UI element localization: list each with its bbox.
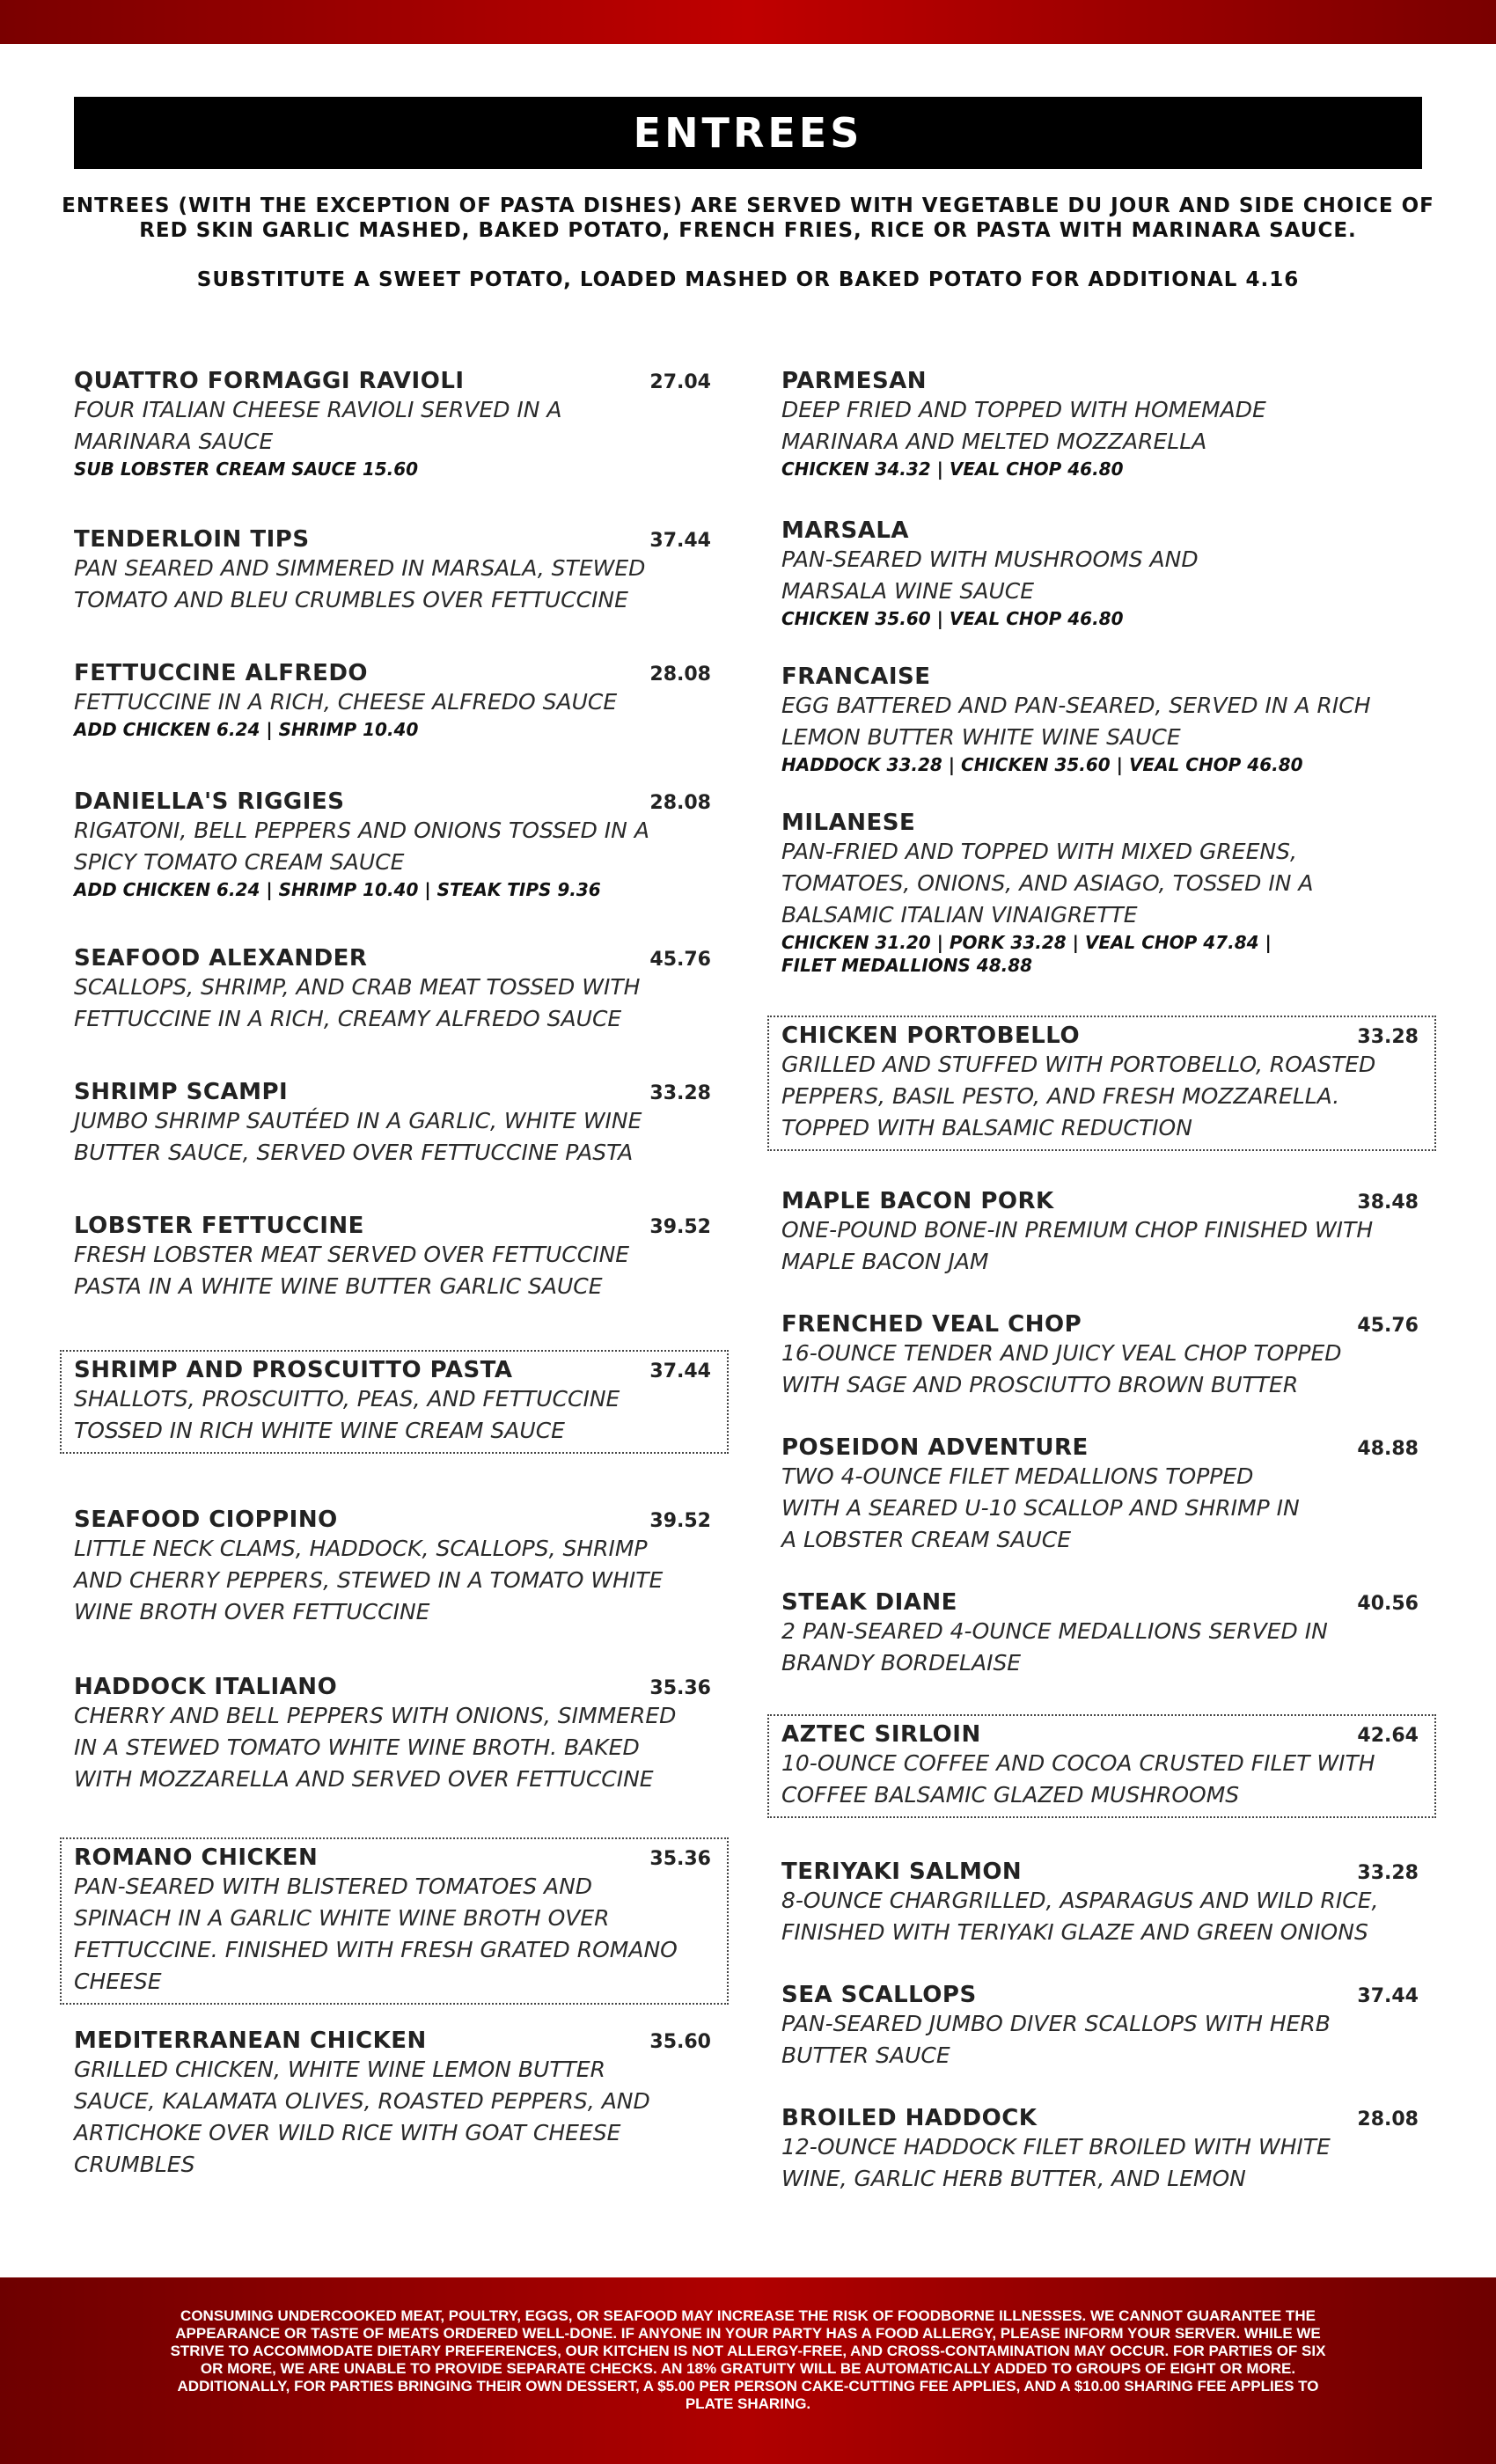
item-description: PAN SEARED AND SIMMERED IN MARSALA, STEWED TOMATO AND BLEU CRUMBLES OVER FETTUCCINE [74,555,646,612]
item-addon: ADD CHICKEN 6.24 | SHRIMP 10.40 | STEAK TIPS 9.36 [74,879,601,900]
menu-item [74,2028,715,2181]
item-addon: ADD CHICKEN 6.24 | SHRIMP 10.40 [74,719,419,740]
item-name: SHRIMP AND PROSCUITTO PASTA [74,1357,513,1383]
item-name: AZTEC SIRLOIN [781,1721,981,1748]
item-name: HADDOCK ITALIANO [74,1674,338,1700]
item-name: FRENCHED VEAL CHOP [781,1311,1082,1338]
item-name: ROMANO CHICKEN [74,1844,319,1871]
item-description: RIGATONI, BELL PEPPERS AND ONIONS TOSSED IN A SPICY TOMATO CREAM SAUCE [74,818,649,875]
item-price: 37.44 [649,530,711,552]
item-description: GRILLED CHICKEN, WHITE WINE LEMON BUTTER SAUCE, KALAMATA OLIVES, ROASTED PEPPERS, AND ARTICHOKE OVER WILD RICE WITH GOAT CHEESE CRUMBLES [74,2057,650,2177]
item-name: MARSALA [781,517,910,544]
item-description: 2 PAN-SEARED 4-OUNCE MEDALLIONS SERVED IN BRANDY BORDELAISE [781,1618,1328,1676]
item-name: FETTUCCINE ALFREDO [74,660,369,686]
item-name: FRANCAISE [781,664,931,690]
item-name: MILANESE [781,810,916,836]
item-name: STEAK DIANE [781,1589,957,1616]
item-name: BROILED HADDOCK [781,2105,1038,2131]
item-price: 33.28 [649,1082,711,1104]
item-name: SEA SCALLOPS [781,1982,977,2008]
substitution-note: SUBSTITUTE A SWEET POTATO, LOADED MASHED OR BAKED POTATO FOR ADDITIONAL 4.16 [196,268,1300,291]
item-price: 28.08 [649,792,711,814]
item-description: DEEP FRIED AND TOPPED WITH HOMEMADE MARINARA AND MELTED MOZZARELLA [781,397,1266,454]
item-name: MEDITERRANEAN CHICKEN [74,2028,427,2054]
menu-item [781,1434,1422,1556]
item-name: SEAFOOD CIOPPINO [74,1507,338,1533]
item-description: 12-OUNCE HADDOCK FILET BROILED WITH WHITE WINE, GARLIC HERB BUTTER, AND LEMON [781,2134,1331,2191]
menu-item [74,1079,715,1169]
item-addon: CHICKEN 35.60 | VEAL CHOP 46.80 [781,608,1124,629]
featured-menu-item [767,1714,1436,1818]
menu-item [74,660,715,741]
menu-item [74,788,715,901]
intro-text: ENTREES (WITH THE EXCEPTION OF PASTA DISHES) ARE SERVED WITH VEGETABLE DU JOUR AND SIDE CHOICE OF RED SKIN GARLIC MASHED, BAKED POTATO, FRENCH FRIES, RICE OR PASTA WITH MARINARA SAUCE. [62,194,1434,242]
item-price: 42.64 [1357,1725,1419,1747]
item-price: 28.08 [649,664,711,686]
item-name: CHICKEN PORTOBELLO [781,1023,1081,1049]
item-name: POSEIDON ADVENTURE [781,1434,1089,1461]
item-name: QUATTRO FORMAGGI RAVIOLI [74,368,465,394]
menu-item [781,810,1422,977]
item-addon: SUB LOBSTER CREAM SAUCE 15.60 [74,458,419,480]
menu-item [781,1982,1422,2072]
item-price: 39.52 [649,1216,711,1238]
featured-menu-item [60,1350,729,1454]
menu-item [74,1674,715,1795]
item-description: CHERRY AND BELL PEPPERS WITH ONIONS, SIMMERED IN A STEWED TOMATO WHITE WINE BROTH. BAKED WITH MOZZARELLA AND SERVED OVER FETTUCCINE [74,1703,677,1792]
item-description: PAN-FRIED AND TOPPED WITH MIXED GREENS, TOMATOES, ONIONS, AND ASIAGO, TOSSED IN A BALSAMIC ITALIAN VINAIGRETTE [781,839,1314,928]
item-name: TERIYAKI SALMON [781,1859,1023,1885]
item-description: FOUR ITALIAN CHEESE RAVIOLI SERVED IN A MARINARA SAUCE [74,397,562,454]
item-price: 35.36 [649,1677,711,1699]
item-description: GRILLED AND STUFFED WITH PORTOBELLO, ROASTED PEPPERS, BASIL PESTO, AND FRESH MOZZARELLA. TOPPED WITH BALSAMIC REDUCTION [781,1052,1376,1140]
item-description: FETTUCCINE IN A RICH, CHEESE ALFREDO SAUCE [74,689,618,715]
menu-item [781,1859,1422,1948]
item-description: JUMBO SHRIMP SAUTÉED IN A GARLIC, WHITE WINE BUTTER SAUCE, SERVED OVER FETTUCCINE PASTA [74,1108,642,1165]
menu-item [781,517,1422,630]
menu-item [74,945,715,1035]
item-price: 33.28 [1357,1862,1419,1884]
item-description: PAN-SEARED JUMBO DIVER SCALLOPS WITH HERB BUTTER SAUCE [781,2011,1331,2068]
menu-item [781,1188,1422,1278]
item-name: DANIELLA'S RIGGIES [74,788,345,815]
item-price: 39.52 [649,1510,711,1532]
item-name: MAPLE BACON PORK [781,1188,1054,1214]
item-addon: HADDOCK 33.28 | CHICKEN 35.60 | VEAL CHOP 46.80 [781,754,1303,775]
item-price: 28.08 [1357,2108,1419,2130]
item-name: SHRIMP SCAMPI [74,1079,289,1105]
item-price: 48.88 [1357,1438,1419,1460]
page-title: ENTREES [74,97,1422,169]
menu-item [74,368,715,480]
item-description: TWO 4-OUNCE FILET MEDALLIONS TOPPED WITH A SEARED U-10 SCALLOP AND SHRIMP IN A LOBSTER CREAM SAUCE [781,1463,1300,1552]
featured-menu-item [60,1837,729,2005]
menu-item [74,1213,715,1302]
item-description: 8-OUNCE CHARGRILLED, ASPARAGUS AND WILD RICE, FINISHED WITH TERIYAKI GLAZE AND GREEN ONIONS [781,1888,1379,1945]
item-price: 27.04 [649,371,711,393]
item-price: 38.48 [1357,1192,1419,1214]
item-price: 40.56 [1357,1593,1419,1615]
menu-item [781,2105,1422,2195]
item-description: SCALLOPS, SHRIMP, AND CRAB MEAT TOSSED WITH FETTUCCINE IN A RICH, CREAMY ALFREDO SAUCE [74,974,641,1031]
item-description: LITTLE NECK CLAMS, HADDOCK, SCALLOPS, SHRIMP AND CHERRY PEPPERS, STEWED IN A TOMATO WHITE WINE BROTH OVER FETTUCCINE [74,1536,664,1624]
item-price: 37.44 [649,1360,711,1382]
item-description: PAN-SEARED WITH MUSHROOMS AND MARSALA WINE SAUCE [781,546,1199,604]
item-description: 16-OUNCE TENDER AND JUICY VEAL CHOP TOPPED WITH SAGE AND PROSCIUTTO BROWN BUTTER [781,1340,1342,1397]
item-addon: CHICKEN 34.32 | VEAL CHOP 46.80 [781,458,1124,480]
item-price: 37.44 [1357,1985,1419,2007]
menu-item [781,1311,1422,1401]
item-description: ONE-POUND BONE-IN PREMIUM CHOP FINISHED WITH MAPLE BACON JAM [781,1217,1374,1274]
item-description: EGG BATTERED AND PAN-SEARED, SERVED IN A RICH LEMON BUTTER WHITE WINE SAUCE [781,693,1371,750]
allergy-disclaimer: CONSUMING UNDERCOOKED MEAT, POULTRY, EGGS, OR SEAFOOD MAY INCREASE THE RISK OF FOODBORNE ILLNESSES. WE CANNOT GUARANTEE THE APPEARANCE OR TASTE OF MEATS ORDERED WELL-DONE. IF ANYONE IN YOUR PARTY HAS A FOOD ALLERGY, PLEASE INFORM YOUR SERVER. WHILE WE STRIVE TO ACCOMMODATE DIETARY PREFERENCES, OUR KITCHEN IS NOT ALLERGY-FREE, AND CROSS-CONTAMINATION MAY OCCUR. FOR PARTIES OF SIX OR MORE, WE ARE UNABLE TO PROVIDE SEPARATE CHECKS. AN 18% GRATUITY WILL BE AUTOMATICALLY ADDED TO GROUPS OF EIGHT OR MORE. ADDITIONALLY, FOR PARTIES BRINGING THEIR OWN DESSERT, A $5.00 PER PERSON CAKE-CUTTING FEE APPLIES, AND A $10.00 SHARING FEE APPLIES TO PLATE SHARING. [170,2307,1326,2412]
menu-item [781,1589,1422,1679]
item-name: LOBSTER FETTUCCINE [74,1213,364,1239]
menu-item [74,526,715,616]
top-red-band [0,0,1496,44]
item-price: 45.76 [1357,1315,1419,1337]
item-name: TENDERLOIN TIPS [74,526,310,553]
menu-item [781,368,1422,480]
item-addon: CHICKEN 31.20 | PORK 33.28 | VEAL CHOP 47.84 | FILET MEDALLIONS 48.88 [781,932,1272,976]
menu-item [74,1507,715,1628]
item-description: SHALLOTS, PROSCUITTO, PEAS, AND FETTUCCINE TOSSED IN RICH WHITE WINE CREAM SAUCE [74,1386,620,1443]
item-price: 35.36 [649,1848,711,1870]
item-price: 35.60 [649,2031,711,2053]
item-price: 45.76 [649,949,711,971]
item-name: PARMESAN [781,368,928,394]
item-description: FRESH LOBSTER MEAT SERVED OVER FETTUCCINE PASTA IN A WHITE WINE BUTTER GARLIC SAUCE [74,1242,630,1299]
item-description: PAN-SEARED WITH BLISTERED TOMATOES AND SPINACH IN A GARLIC WHITE WINE BROTH OVER FETTUCCINE. FINISHED WITH FRESH GRATED ROMANO CHEESE [74,1874,678,1994]
item-name: SEAFOOD ALEXANDER [74,945,368,972]
menu-item [781,664,1422,776]
item-description: 10-OUNCE COFFEE AND COCOA CRUSTED FILET WITH COFFEE BALSAMIC GLAZED MUSHROOMS [781,1750,1375,1808]
item-price: 33.28 [1357,1026,1419,1048]
featured-menu-item [767,1016,1436,1151]
